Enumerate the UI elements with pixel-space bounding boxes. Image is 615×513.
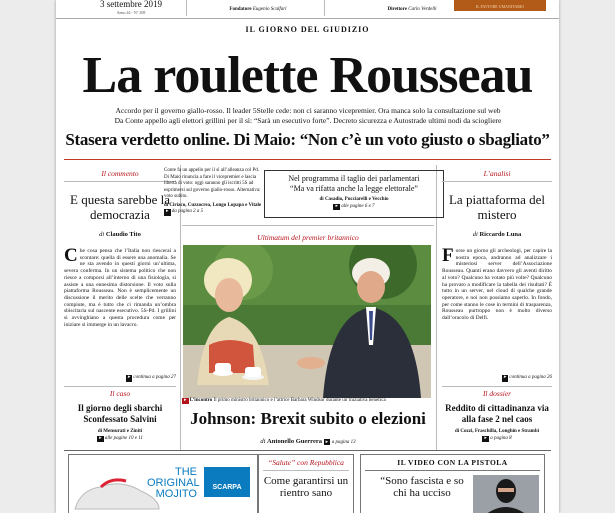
ad-brand-logo: SCARPA bbox=[204, 467, 250, 497]
salute-kicker: “Salute” con Repubblica bbox=[268, 458, 344, 467]
divider bbox=[365, 470, 540, 471]
author-prefix: di bbox=[99, 231, 105, 238]
right-body-text: orse un giorno gli archeologi, per capire la nostra epoca, andranno ad analizzare i misteriosi server dell’Associazione Rousseau. Quanti erano davvero gli aventi diritto al voto? Qualcuno ha votato più volte? Qualcuno ha provato a modificare la tabella dei risultati? È tutto in un server, nel cloud di qualche grande operatore, e noi non possiamo saperlo. In fondo, per come stanno le cose in termini di trasparenza, Rousseau purtroppo non è molto diverso dall’oracolo di Delfi. bbox=[442, 248, 552, 322]
main-deck bbox=[68, 106, 548, 126]
teaser-page bbox=[164, 209, 262, 216]
left-author bbox=[64, 231, 176, 238]
left-body-text: he cosa pensa che l’Italia non riescerai a scontare: quella di essere una anomalia. Se ne sta avendo in questi giorni un’ultima, severa conferma. In un sistema politico che non riesce a comporsi all’interno di una fisiologia, si assiste a una ennesima distorsione. Il voto sulla piattaforma Rousseau. Non è semplicemente un discussione il merito delle scelte che verranno compiute, ma è tutto che ci rimanda un’ombra sbiscitaria sul nascente esecutivo. 5S-Pd. I grillini si avvinghiano a questa procedura come per iniziare si immerge in un lavacro. bbox=[64, 248, 176, 328]
salute-panel[interactable] bbox=[258, 454, 354, 513]
divider bbox=[442, 386, 552, 387]
director-name: Carlo Verdelli bbox=[408, 7, 437, 12]
arrow-icon: ▸ bbox=[184, 398, 187, 403]
salute-title: Come garantirsi un rientro sano bbox=[263, 475, 349, 499]
program-box[interactable] bbox=[264, 170, 444, 218]
arrow-icon: ▸ bbox=[503, 375, 507, 380]
case-page-ref: alle pagine 10 e 11 bbox=[104, 435, 143, 441]
center-teaser bbox=[164, 168, 262, 216]
arrow-icon: ▸ bbox=[484, 435, 487, 441]
dossier-kicker: Il dossier bbox=[482, 389, 512, 398]
continua-text: continua a pagina 26 bbox=[509, 375, 552, 380]
johnson-byline bbox=[182, 438, 434, 447]
right-dossier bbox=[442, 389, 552, 442]
right-kicker: L’analisi bbox=[483, 169, 511, 178]
top-promo-box[interactable] bbox=[454, 0, 546, 11]
video-panel[interactable] bbox=[360, 454, 545, 513]
johnson-headline[interactable]: Johnson: Brexit subito o elezioni bbox=[190, 409, 426, 428]
byline-name: Antonello Guerrera bbox=[267, 438, 322, 445]
dropcap: F bbox=[442, 248, 454, 266]
author-prefix: di bbox=[472, 231, 478, 238]
continua-text: continua a pagina 27 bbox=[133, 375, 176, 380]
left-body bbox=[64, 248, 176, 378]
dossier-pages bbox=[442, 436, 552, 443]
photo-illustration bbox=[183, 245, 431, 398]
case-kicker: Il caso bbox=[109, 389, 131, 398]
teaser-page-ref: da pagina 2 a 5 bbox=[171, 209, 204, 214]
johnson-page-ref: a pagina 13 bbox=[331, 440, 356, 445]
issue-number: Anno 44 - N° 208 bbox=[116, 10, 146, 15]
top-promo-text: IL FATTORE UMANITARIO bbox=[475, 4, 525, 9]
divider bbox=[64, 386, 176, 387]
teaser-text: Conte fa un appello per il sì all’alleanza col Pd. Di Maio rinuncia a fare il vicepremier e lascia libertà di voto: oggi saranno gli iscritti 5S ad esprimersi sul governo giallo-rosso. Alternativa: voto subito. bbox=[164, 168, 261, 199]
byline-prefix: di bbox=[260, 438, 266, 445]
caption-bold: L’incontro bbox=[189, 398, 213, 403]
issue-date: 3 settembre 2019 bbox=[100, 0, 162, 9]
left-kicker: Il commento bbox=[101, 169, 139, 178]
video-thumbnail[interactable] bbox=[473, 475, 539, 513]
ad-line: THE bbox=[175, 466, 197, 478]
johnson-photo[interactable] bbox=[183, 245, 431, 398]
right-author bbox=[442, 231, 552, 238]
dropcap: C bbox=[64, 248, 78, 266]
deck-line: Accordo per il governo giallo-rosso. Il leader 5Stelle cede: non ci saranno vicepremier. Ora manca solo la consultazione sul web bbox=[115, 106, 501, 115]
ad-line: MOJITO bbox=[155, 488, 197, 500]
center-kicker: Ultimatum del premier britannico bbox=[257, 233, 359, 242]
case-byline: di Mensurati e Ziniti bbox=[97, 429, 143, 434]
case-title[interactable]: Il giorno degli sbarchi Sconfessato Salvini bbox=[77, 403, 163, 424]
mojito-ad[interactable] bbox=[68, 454, 258, 513]
dossier-title[interactable]: Reddito di cittadinanza via alla fase 2 nel caos bbox=[445, 403, 549, 424]
newspaper-page bbox=[56, 0, 559, 513]
arrow-icon: ▸ bbox=[166, 209, 169, 214]
left-continua[interactable] bbox=[86, 375, 176, 382]
teaser-byline: di Ciriaco, Cuzzocrea, Longo Lopapa e Vitale bbox=[164, 202, 262, 208]
divider bbox=[263, 470, 349, 471]
masked-man-icon bbox=[473, 475, 539, 513]
box-line1: Nel programma il taglio dei parlamentari bbox=[288, 174, 420, 183]
ad-line: ORIGINAL bbox=[147, 477, 200, 489]
box-byline: di Casadio, Pucciarelli e Vecchio bbox=[319, 197, 389, 202]
left-case bbox=[64, 389, 176, 442]
box-line2: “Ma va rifatta anche la legge elettorale” bbox=[290, 184, 418, 193]
deck-line: Da Conte appello agli elettori grillini per il sì: “Sarà un esecutivo forte”. Decreto sicurezza e Autostrade ultimi nodi da sciogliere bbox=[114, 116, 502, 125]
director-label: Direttore bbox=[387, 7, 407, 12]
main-headline[interactable]: La roulette Rousseau bbox=[82, 47, 533, 104]
dossier-byline: di Cozzi, Fraschilla, Longhin e Strambi bbox=[454, 429, 540, 434]
author-name: Riccardo Luna bbox=[479, 231, 522, 238]
arrow-icon: ▸ bbox=[335, 203, 338, 209]
left-column bbox=[64, 169, 176, 238]
arrow-icon: ▸ bbox=[325, 440, 329, 445]
ad-text bbox=[147, 466, 200, 500]
right-body bbox=[442, 248, 552, 374]
divider bbox=[64, 181, 176, 182]
right-column bbox=[442, 169, 552, 238]
arrow-icon: ▸ bbox=[99, 435, 102, 441]
red-rule bbox=[64, 159, 551, 160]
box-page-ref: alle pagine 6 e 7 bbox=[341, 203, 375, 209]
caption-text: Il primo ministro britannico e l’attrice Barbara Windsor durante un’iniziativa benefica bbox=[213, 398, 386, 403]
divider bbox=[442, 181, 552, 182]
right-title[interactable]: La piattaforma del mistero bbox=[448, 192, 545, 222]
main-subhead[interactable]: Stasera verdetto online. Di Maio: “Non c’è un voto giusto o sbagliato” bbox=[65, 130, 550, 149]
section-label: IL GIORNO DEL GIUDIZIO bbox=[245, 25, 370, 34]
box-page bbox=[265, 204, 443, 211]
arrow-icon: ▸ bbox=[127, 375, 131, 380]
divider bbox=[324, 0, 325, 16]
left-title[interactable]: E questa sarebbe la democrazia bbox=[70, 192, 170, 222]
right-continua[interactable] bbox=[452, 375, 552, 382]
founder bbox=[198, 7, 318, 12]
bottom-rule bbox=[64, 450, 551, 451]
dossier-page-ref: a pagina 8 bbox=[490, 435, 512, 441]
video-kicker: IL VIDEO CON LA PISTOLA bbox=[397, 458, 508, 467]
case-pages bbox=[64, 436, 176, 443]
divider bbox=[186, 0, 187, 16]
founder-label: Fondatore bbox=[229, 7, 252, 12]
video-quote: “Sono fascista e so chi ha ucciso bbox=[380, 475, 464, 499]
photo-caption bbox=[182, 398, 434, 404]
masthead-rule bbox=[56, 18, 559, 19]
author-name: Claudio Tito bbox=[105, 231, 141, 238]
divider bbox=[182, 225, 434, 226]
founder-name: Eugenio Scalfari bbox=[252, 7, 287, 12]
